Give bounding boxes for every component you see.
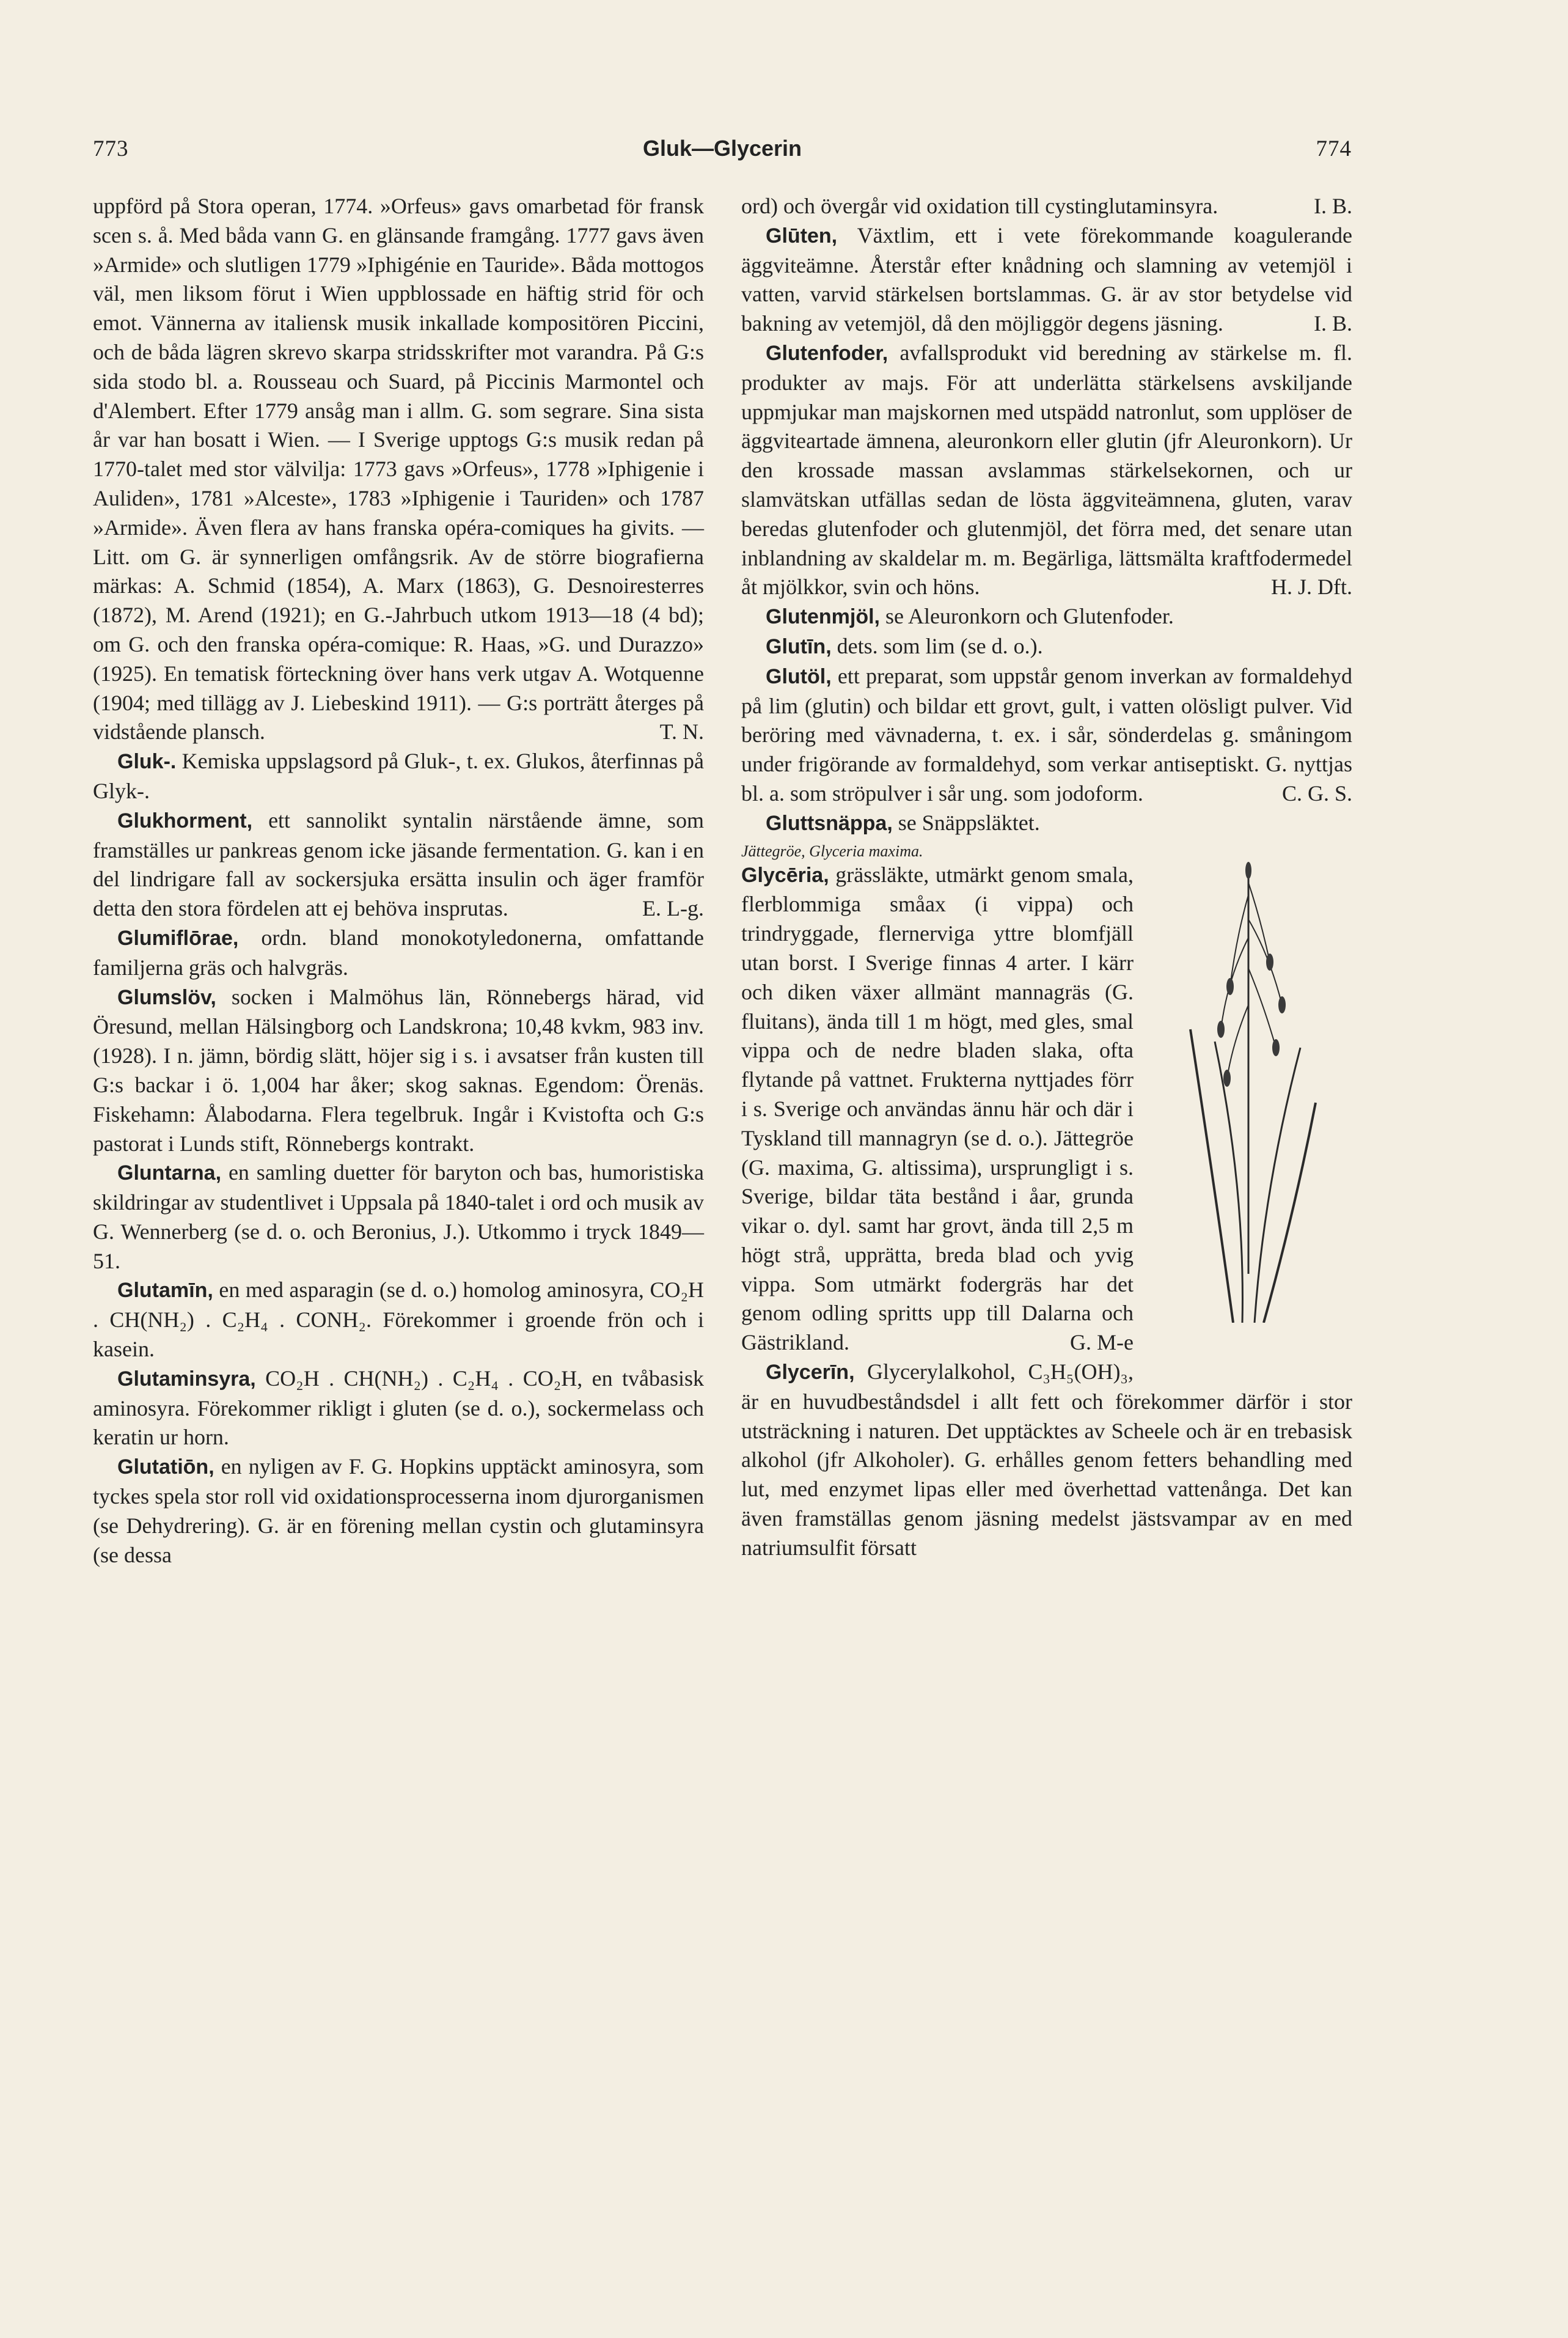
headword: Glutatiōn, — [117, 1455, 214, 1479]
article-continuation: ord) och övergår vid oxidation till cystinglutaminsyra. I. B. — [741, 192, 1352, 221]
article-gluttsnappa: Gluttsnäppa, se Snäppsläktet. — [766, 810, 1040, 835]
figure-caption: Jättegröe, Glyceria maxima. — [741, 842, 923, 860]
headword: Glutamīn, — [117, 1279, 213, 1303]
article-glutation: Glutatiōn, en nyligen av F. G. Hopkins upptäckt aminosyra, som tyckes spela stor roll vid oxidationsprocesserna inom djurorganismen (se Dehydrering). G. är en förening mellan cystin och glutaminsyra (se dessa — [93, 1454, 704, 1567]
article-glutin: Glutīn, dets. som lim (se d. o.). — [766, 633, 1043, 658]
headword: Glutīn, — [766, 634, 832, 658]
signature: H. J. Dft. — [1271, 575, 1352, 600]
article-glumiflorae: Glumiflōrae, ordn. bland monokotyledonerna, omfattande familjerna gräs och halvgräs. — [93, 925, 705, 980]
page-number-left: 773 — [93, 136, 129, 161]
article-gluntarna: Gluntarna, en samling duetter för baryton och bas, humoristiska skildringar av studentlivet i Uppsala på 1840-talet i ord och musik av G. Wennerberg (se d. o. och Beronius, J.). Utkommo i tryck 1849—51. — [93, 1160, 705, 1273]
page-header — [93, 136, 1352, 172]
left-column — [93, 192, 704, 1570]
signature: E. L-g. — [642, 896, 704, 921]
article-glutenfoder: Glutenfoder, avfallsprodukt vid beredning av stärkelse m. fl. produkter av majs. För att underlätta stärkelsens avskiljande uppmjukar man majskornen med utspädd natronlut, som upplöser de äggviteartade ämnena, aleuronkorn eller glutin (jfr Aleuronkorn). Ur den krossade massan avslammas stärkelsekornen, och ur slamvätskan utfällas sedan de lösta äggviteämnena, gluten, varav beredas glutenfoder och glutenmjöl, det förra med, det senare utan inblandning av skaldelar m. m. Begärliga, lättsmälta kraftfodermedel åt mjölkkor, svin och höns. H. J. Dft. — [741, 339, 1352, 602]
article-glycerin: Glycerīn, Glycerylalkohol, C₃H₅(OH)₃, är en huvudbeståndsdel i allt fett och förekommer därför i stor utsträckning i naturen. Det upptäcktes av Scheele och är en trebasisk alkohol (jfr Alkoholer). G. erhålles genom fetters behandling med lut, med enzymet lipas eller med överhettad vattenånga. Det kan även framställas genom jäsning medelst jästsvampar av en med natriumsulfit försatt — [741, 1359, 1352, 1560]
article-glumslov: Glumslöv, socken i Malmöhus län, Rönnebergs härad, vid Öresund, mellan Hälsingborg och Landskrona; 10,48 kvkm, 983 inv. (1928). I n. jämn, bördig slätt, höjer sig i s. i avsatser från kusten till G:s backar i ö. 1,004 har åker; skog saknas. Egendom: Örenäs. Fiskehamn: Ålabodarna. Flera tegelbruk. Ingår i Kvistofta och G:s pastorat i Lunds stift, Rönnebergs kontrakt. — [93, 984, 705, 1156]
headword: Glutaminsyra, — [117, 1367, 256, 1391]
signature: G. M-e — [1070, 1330, 1134, 1355]
headword: Glukhorment, — [117, 809, 253, 833]
headword: Glumiflōrae, — [117, 926, 239, 950]
headword: Glycēria, — [741, 863, 829, 887]
grass-illustration-icon — [1178, 846, 1319, 1323]
article-gluk: Gluk-. Kemiska uppslagsord på Gluk-, t. ex. Glukos, återfinnas på Glyk-. — [93, 749, 705, 803]
headword: Glutöl, — [766, 664, 832, 688]
headword: Glumslöv, — [117, 985, 216, 1009]
page-number-right: 774 — [1316, 136, 1352, 161]
headword: Glutenfoder, — [766, 341, 888, 365]
article-glukhorment: Glukhorment, ett sannolikt syntalin närstående ämne, som framställes ur pankreas genom icke jäsande fermentation. G. kan i en del lindrigare fall av sockersjuka ersätta insulin och äger framför detta den stora fördelen att ej behöva insprutas. E. L-g. — [93, 806, 704, 924]
signature: I. B. — [1314, 194, 1352, 218]
headword: Glycerīn, — [766, 1361, 855, 1384]
headword: Glutenmjöl, — [766, 605, 880, 629]
headword: Glūten, — [766, 224, 838, 248]
headword: Gluk-. — [117, 750, 177, 774]
article-glutol: Glutöl, ett preparat, som uppstår genom inverkan av formaldehyd på lim (glutin) och bildar ett grovt, gult, i vatten olösligt pulver. Vid beröring med vävnaderna, t. ex. i sår, sönderdelas g. småningom under frigörande av formaldehyd, som verkar antiseptiskt. G. nyttjas bl. a. som ströpulver i sår ung. som jodoform. C. G. S. — [741, 662, 1352, 809]
article-glutaminsyra: Glutaminsyra, CO₂H . CH(NH₂) . C₂H₄ . CO₂H, en tvåbasisk aminosyra. Förekommer rikligt i gluten (se d. o.), sockermelass och keratin ur horn. — [93, 1366, 704, 1450]
signature: I. B. — [1314, 311, 1352, 336]
right-column: ord) och övergår vid oxidation till cystinglutaminsyra. I. B. Glūten, Växtlim, ett i vete förekommande koagulerande äggviteämne. Återstår efter knådning och slamning av vetemjöl i vatten, varvid stärkelsen bortslammas. G. är av stor betydelse vid bakning av vetemjöl, då den möjliggör degens jäsning. I. B. Glutenfoder, avfallsprodukt vid beredning av stärkelse m. fl. produkter av majs. För att underlätta stärkelsens avskiljande uppmjukar man majskornen med utspädd natronlut, som upplöser de äggviteartade ämnena, aleuronkorn eller glutin (jfr Aleuronkorn). Ur den krossade massan avslammas stärkelsekornen, och ur slamvätskan utfällas sedan de lösta äggviteämnena, gluten, varav beredas glutenfoder och glutenmjöl, det förra med, det senare utan inblandning av skaldelar m. m. Begärliga, lättsmälta kraftfodermedel åt mjölkkor, svin och höns. H. J. Dft. Glutenmjöl, se Aleuronkorn och Glutenfoder. Glutīn, dets. som lim (se d. o.). Glutöl, ett preparat, som uppstår genom inverkan av formaldehyd på lim (glutin) och bildar ett grovt, gult, i vatten olösligt pulver. Vid beröring med vävnaderna, t. ex. i sår, sönderdelas g. småningom under frigörande av formaldehyd, som verkar antiseptiskt. G. nyttjas bl. a. som ströpulver i sår ung. som jodoform. C. G. S. Gluttsnäppa, se Snäppsläktet. Jättegröe, Glyceria maxima. Glycēria, grässläkte, utmärkt genom smala, flerblommiga småax (i vippa) och trindryggade, flernerviga yttre blomfjäll utan borst. I Sverige finnas 4 arter. I kärr och diken växer allmänt mannagräs (G. fluitans), ända till 1 m högt, med gles, smal vippa och de nedre bladen slaka, ofta flytande på vattnet. Frukterna nyttjades förr i s. Sverige och användas ännu här och där i Tyskland till mannagryn (se d. o.). Jättegröe (G. maxima, G. altissima), ursprungligt i s. Sverige, bildar täta bestånd i åar, grunda vikar o. dyl. samt har grovt, ända till 2,5 m högt strå, upprätta, breda blad och yvig vippa. Som utmärkt fodergräs har det genom odling spritts upp till Dalarna och Gästrikland. G. M-e Glycerīn, Glycerylalkohol, C₃H₅(OH)₃, är en huvudbeståndsdel i allt fett och förekommer därför i stor utsträckning i naturen. Det upptäcktes av Scheele och är en trebasisk alkohol (jfr Alkoholer). G. erhålles genom fetters behandling med lut, med enzymet lipas eller med överhettad vattenånga. Det kan även framställas genom jäsning medelst jästsvampar av en med natriumsulfit försatt — [741, 192, 1352, 1563]
grass-illustration-figure — [1145, 846, 1352, 1372]
signature: T. N. — [659, 719, 704, 744]
signature: C. G. S. — [1281, 781, 1352, 806]
headword: Gluttsnäppa, — [766, 811, 893, 835]
headword: Gluntarna, — [117, 1161, 222, 1185]
article-continuation: uppförd på Stora operan, 1774. »Orfeus» gavs omarbetad för fransk scen s. å. Med båda vann G. en glänsande framgång. 1777 gavs även »Armide» och slutligen 1779 »Iphigénie en Tauride». Båda mottogos väl, men liksom förut i Wien uppblossade en häftig strid för och emot. Vännerna av italiensk musik inkallade kompositören Piccini, och de båda lägren skrevo skarpa stridsskrifter mot varandra. På G:s sida stodo bl. a. Rousseau och Suard, på Piccinis Marmontel och d'Alembert. Efter 1779 ansåg man i allm. G. som segrare. Sina sista år var han bosatt i Wien. — I Sverige upptogs G:s musik redan på 1770-talet med stor välvilja: 1773 gavs »Orfeus», 1778 »Iphigenie i Auliden», 1781 »Alceste», 1783 »Iphigenie i Tauriden» och 1787 »Armide». Även flera av hans franska opéra-comiques ha givits. — Litt. om G. är synnerligen omfångsrik. Av de större biografierna märkas: A. Schmid (1854), A. Marx (1863), G. Desnoiresterres (1872), M. Arend (1921); en G.-Jahrbuch utkom 1913—18 (4 bd); om G. och den franska opéra-comique: R. Haas, »G. und Durazzo» (1925). En tematisk förteckning över hans verk utgav A. Wotquenne (1904; med tillägg av J. Liebeskind 1911). — G:s porträtt återges på vidstående plansch. T. N. — [93, 192, 704, 747]
article-glutamin: Glutamīn, en med asparagin (se d. o.) homolog aminosyra, CO₂H . CH(NH₂) . C₂H₄ . CONH₂. Förekommer i groende frön och i kasein. — [93, 1277, 705, 1362]
article-gluten: Glūten, Växtlim, ett i vete förekommande koagulerande äggviteämne. Återstår efter knådning och slamning av vetemjöl i vatten, varvid stärkelsen bortslammas. G. är av stor betydelse vid bakning av vetemjöl, då den möjliggör degens jäsning. I. B. — [741, 221, 1352, 339]
article-glutenmjol: Glutenmjöl, se Aleuronkorn och Glutenfoder. — [766, 604, 1174, 629]
running-title: Gluk—Glycerin — [642, 136, 802, 161]
